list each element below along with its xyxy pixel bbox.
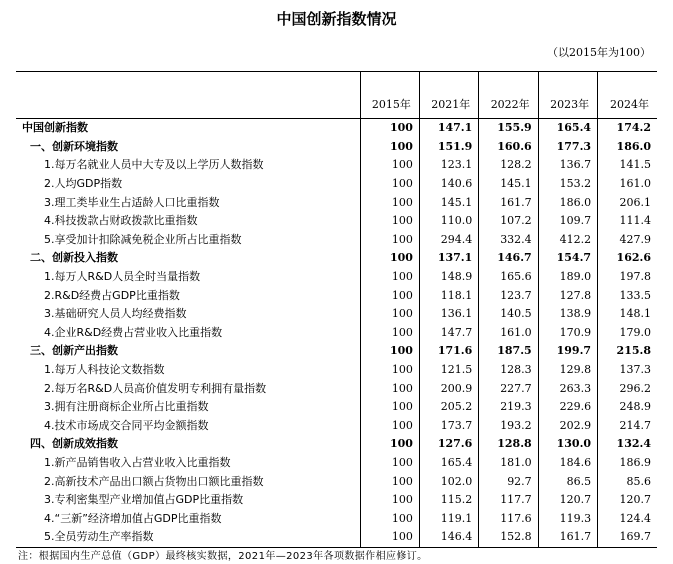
row-label: 1.每万名就业人员中大专及以上学历人数指数 <box>44 158 264 172</box>
value-cell: 179.0 <box>598 324 657 343</box>
table-row <box>16 417 657 436</box>
value-cell: 153.2 <box>538 175 597 194</box>
header-2015: 2015年 <box>360 72 419 119</box>
value-cell: 199.7 <box>538 342 597 361</box>
value-cell: 128.8 <box>479 435 538 454</box>
value-cell: 296.2 <box>598 379 657 398</box>
value-cell: 100 <box>360 249 419 268</box>
table-body <box>16 119 657 548</box>
value-cell: 127.6 <box>419 435 478 454</box>
value-cell: 123.1 <box>419 156 478 175</box>
table-row <box>16 249 657 268</box>
value-cell: 148.1 <box>598 305 657 324</box>
value-cell: 100 <box>360 472 419 491</box>
page-title: 中国创新指数情况 <box>276 10 397 28</box>
value-cell: 100 <box>360 138 419 157</box>
row-label: 2.R&D经费占GDP比重指数 <box>44 288 180 302</box>
table-row <box>16 231 657 250</box>
value-cell: 107.2 <box>479 212 538 231</box>
table-row <box>16 509 657 528</box>
table-row <box>16 379 657 398</box>
row-label: 二、创新投入指数 <box>30 251 118 265</box>
value-cell: 100 <box>360 156 419 175</box>
header-2022: 2022年 <box>479 72 538 119</box>
value-cell: 146.7 <box>479 249 538 268</box>
value-cell: 110.0 <box>419 212 478 231</box>
row-label: 三、创新产出指数 <box>30 344 118 358</box>
value-cell: 127.8 <box>538 286 597 305</box>
row-label: 4.“三新”经济增加值占GDP比重指数 <box>44 511 222 525</box>
value-cell: 173.7 <box>419 417 478 436</box>
value-cell: 169.7 <box>598 528 657 547</box>
value-cell: 161.0 <box>598 175 657 194</box>
value-cell: 128.3 <box>479 361 538 380</box>
value-cell: 128.2 <box>479 156 538 175</box>
header-2021: 2021年 <box>419 72 478 119</box>
table-row <box>16 305 657 324</box>
table-row <box>16 193 657 212</box>
value-cell: 162.6 <box>598 249 657 268</box>
value-cell: 136.7 <box>538 156 597 175</box>
value-cell: 100 <box>360 231 419 250</box>
table-row <box>16 175 657 194</box>
value-cell: 117.7 <box>479 491 538 510</box>
value-cell: 136.1 <box>419 305 478 324</box>
value-cell: 186.0 <box>598 138 657 157</box>
value-cell: 214.7 <box>598 417 657 436</box>
value-cell: 100 <box>360 324 419 343</box>
value-cell: 100 <box>360 417 419 436</box>
value-cell: 100 <box>360 119 419 138</box>
table-row <box>16 324 657 343</box>
value-cell: 154.7 <box>538 249 597 268</box>
table-row <box>16 361 657 380</box>
row-label: 2.高新技术产品出口额占货物出口额比重指数 <box>44 474 264 488</box>
value-cell: 100 <box>360 361 419 380</box>
value-cell: 181.0 <box>479 454 538 473</box>
table-row <box>16 491 657 510</box>
table-row <box>16 268 657 287</box>
value-cell: 100 <box>360 286 419 305</box>
row-label: 4.技术市场成交合同平均金额指数 <box>44 418 209 432</box>
value-cell: 332.4 <box>479 231 538 250</box>
value-cell: 202.9 <box>538 417 597 436</box>
value-cell: 100 <box>360 435 419 454</box>
value-cell: 219.3 <box>479 398 538 417</box>
row-label: 5.全员劳动生产率指数 <box>16 528 360 547</box>
value-cell: 117.6 <box>479 509 538 528</box>
value-cell: 141.5 <box>598 156 657 175</box>
row-label: 1.新产品销售收入占营业收入比重指数 <box>44 455 231 469</box>
table-row <box>16 286 657 305</box>
footnote: 注：根据国内生产总值（GDP）最终核实数据，2021年—2023年各项数据作相应修订。 <box>18 551 428 562</box>
value-cell: 145.1 <box>479 175 538 194</box>
row-label: 一、创新环境指数 <box>30 139 118 153</box>
innovation-index-table <box>16 71 657 548</box>
value-cell: 171.6 <box>419 342 478 361</box>
row-label: 1.每万人R&D人员全时当量指数 <box>44 270 201 284</box>
value-cell: 100 <box>360 268 419 287</box>
value-cell: 145.1 <box>419 193 478 212</box>
value-cell: 186.9 <box>598 454 657 473</box>
value-cell: 123.7 <box>479 286 538 305</box>
value-cell: 100 <box>360 193 419 212</box>
value-cell: 151.9 <box>419 138 478 157</box>
value-cell: 165.6 <box>479 268 538 287</box>
value-cell: 100 <box>360 509 419 528</box>
value-cell: 133.5 <box>598 286 657 305</box>
value-cell: 170.9 <box>538 324 597 343</box>
value-cell: 427.9 <box>598 231 657 250</box>
value-cell: 186.0 <box>538 193 597 212</box>
row-label: 四、创新成效指数 <box>30 437 118 451</box>
value-cell: 294.4 <box>419 231 478 250</box>
row-label: 4.企业R&D经费占营业收入比重指数 <box>44 325 223 339</box>
header-2024: 2024年 <box>598 72 657 119</box>
value-cell: 215.8 <box>598 342 657 361</box>
value-cell: 129.8 <box>538 361 597 380</box>
value-cell: 200.9 <box>419 379 478 398</box>
value-cell: 120.7 <box>538 491 597 510</box>
value-cell: 140.6 <box>419 175 478 194</box>
row-label: 3.基础研究人员人均经费指数 <box>44 307 187 321</box>
value-cell: 120.7 <box>598 491 657 510</box>
value-cell: 137.3 <box>598 361 657 380</box>
table-row <box>16 454 657 473</box>
row-label: 3.拥有注册商标企业所占比重指数 <box>44 400 209 414</box>
value-cell: 118.1 <box>419 286 478 305</box>
value-cell: 147.7 <box>419 324 478 343</box>
value-cell: 161.0 <box>479 324 538 343</box>
value-cell: 152.8 <box>479 528 538 547</box>
table-row <box>16 435 657 454</box>
value-cell: 205.2 <box>419 398 478 417</box>
row-label: 中国创新指数 <box>22 121 88 135</box>
value-cell: 138.9 <box>538 305 597 324</box>
row-label: 3.理工类毕业生占适龄人口比重指数 <box>44 195 220 209</box>
row-label: 5.享受加计扣除减免税企业所占比重指数 <box>44 232 242 246</box>
value-cell: 412.2 <box>538 231 597 250</box>
value-cell: 100 <box>360 528 419 547</box>
value-cell: 100 <box>360 305 419 324</box>
table-row <box>16 156 657 175</box>
value-cell: 161.7 <box>479 193 538 212</box>
table-row <box>16 119 657 138</box>
unit-note: （以2015年为100） <box>547 46 651 59</box>
value-cell: 119.1 <box>419 509 478 528</box>
value-cell: 197.8 <box>598 268 657 287</box>
table-row <box>16 528 657 547</box>
table-row <box>16 472 657 491</box>
header-row <box>16 72 657 119</box>
value-cell: 92.7 <box>479 472 538 491</box>
value-cell: 132.4 <box>598 435 657 454</box>
row-label: 3.专利密集型产业增加值占GDP比重指数 <box>44 493 244 507</box>
table-row <box>16 212 657 231</box>
value-cell: 119.3 <box>538 509 597 528</box>
value-cell: 86.5 <box>538 472 597 491</box>
value-cell: 229.6 <box>538 398 597 417</box>
value-cell: 111.4 <box>598 212 657 231</box>
table-row <box>16 342 657 361</box>
value-cell: 102.0 <box>419 472 478 491</box>
row-label: 4.科技拨款占财政拨款比重指数 <box>44 214 198 228</box>
value-cell: 148.9 <box>419 268 478 287</box>
value-cell: 227.7 <box>479 379 538 398</box>
value-cell: 263.3 <box>538 379 597 398</box>
value-cell: 100 <box>360 491 419 510</box>
value-cell: 146.4 <box>419 528 478 547</box>
value-cell: 100 <box>360 454 419 473</box>
row-label: 2.人均GDP指数 <box>44 177 123 191</box>
value-cell: 140.5 <box>479 305 538 324</box>
value-cell: 121.5 <box>419 361 478 380</box>
value-cell: 100 <box>360 175 419 194</box>
value-cell: 85.6 <box>598 472 657 491</box>
value-cell: 155.9 <box>479 119 538 138</box>
value-cell: 100 <box>360 379 419 398</box>
value-cell: 124.4 <box>598 509 657 528</box>
value-cell: 130.0 <box>538 435 597 454</box>
value-cell: 189.0 <box>538 268 597 287</box>
value-cell: 187.5 <box>479 342 538 361</box>
value-cell: 100 <box>360 342 419 361</box>
value-cell: 248.9 <box>598 398 657 417</box>
value-cell: 165.4 <box>419 454 478 473</box>
value-cell: 100 <box>360 212 419 231</box>
value-cell: 165.4 <box>538 119 597 138</box>
row-label: 2.每万名R&D人员高价值发明专利拥有量指数 <box>44 381 267 395</box>
header-blank <box>16 72 360 119</box>
value-cell: 184.6 <box>538 454 597 473</box>
value-cell: 161.7 <box>538 528 597 547</box>
table-row <box>16 398 657 417</box>
value-cell: 160.6 <box>479 138 538 157</box>
value-cell: 137.1 <box>419 249 478 268</box>
value-cell: 147.1 <box>419 119 478 138</box>
value-cell: 206.1 <box>598 193 657 212</box>
header-2023: 2023年 <box>538 72 597 119</box>
value-cell: 177.3 <box>538 138 597 157</box>
table-row <box>16 138 657 157</box>
value-cell: 115.2 <box>419 491 478 510</box>
value-cell: 193.2 <box>479 417 538 436</box>
value-cell: 174.2 <box>598 119 657 138</box>
row-label: 1.每万人科技论文数指数 <box>44 363 165 377</box>
value-cell: 109.7 <box>538 212 597 231</box>
value-cell: 100 <box>360 398 419 417</box>
